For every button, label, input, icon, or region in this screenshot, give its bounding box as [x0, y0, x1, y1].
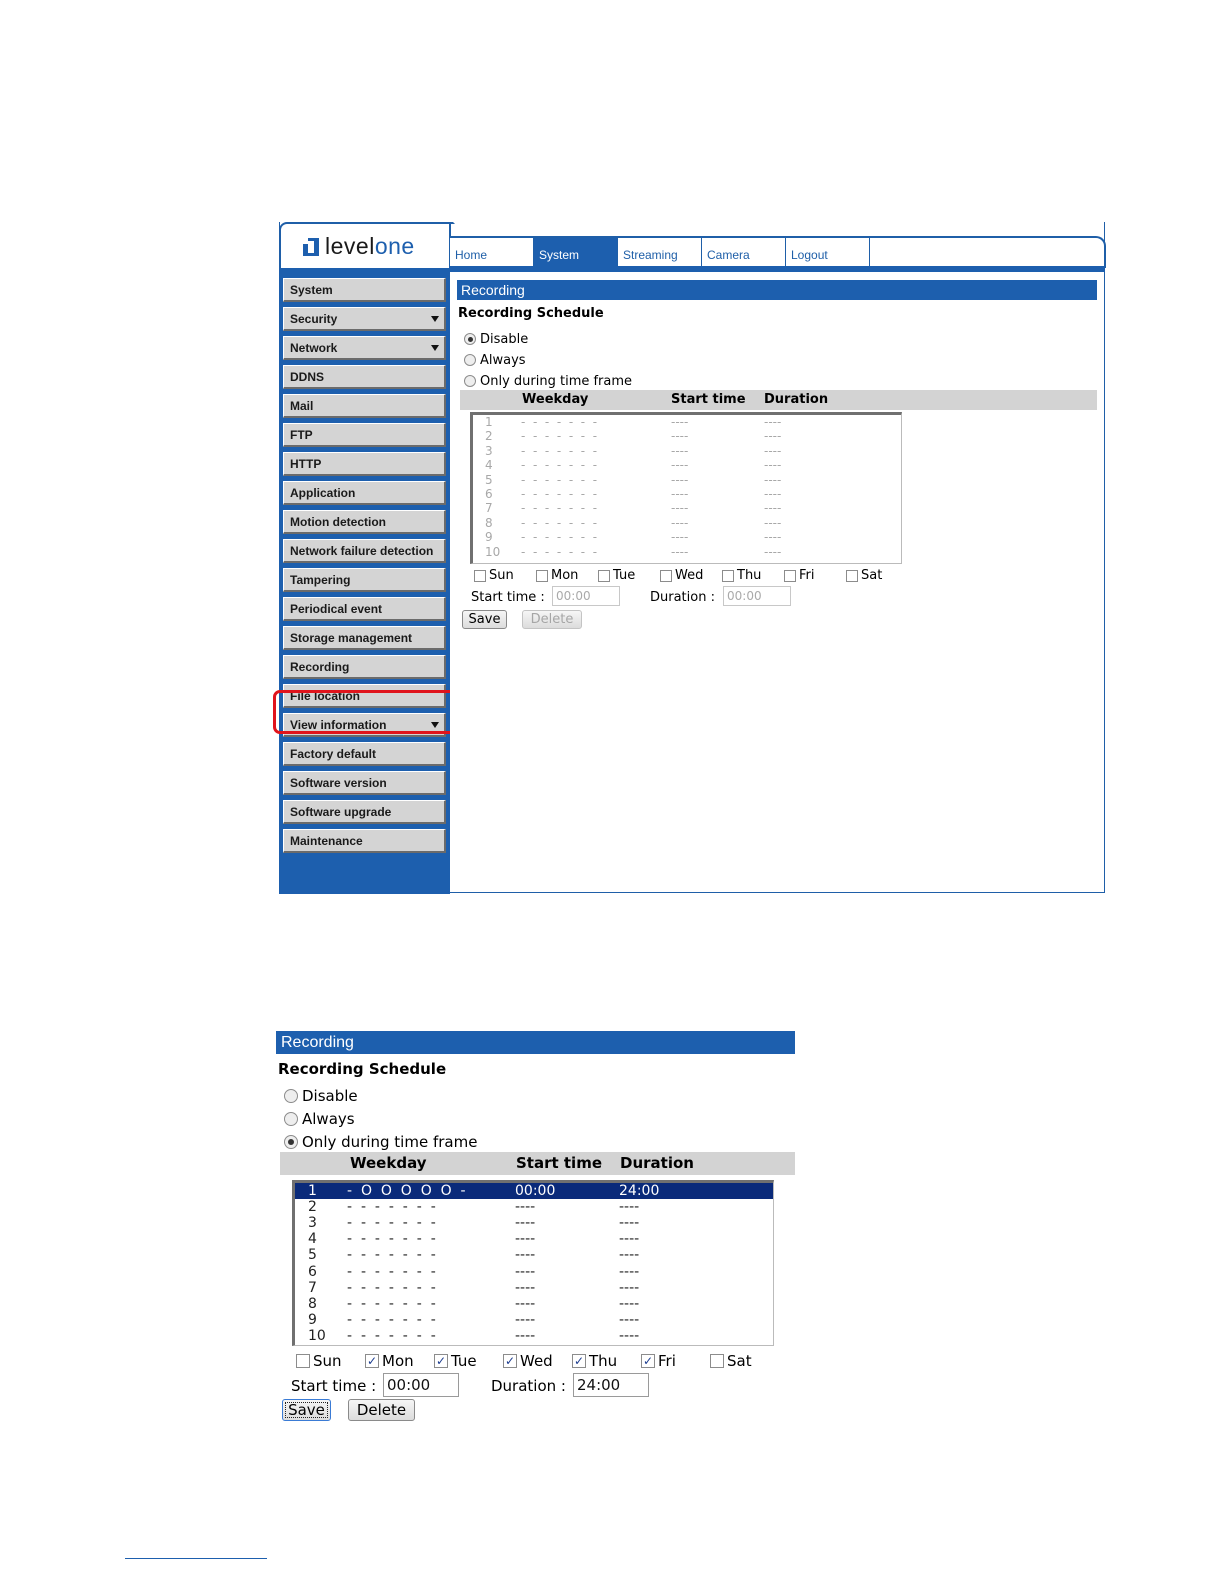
row-duration: ----: [619, 1199, 640, 1216]
row-n: 5: [485, 472, 493, 487]
radio-button[interactable]: [284, 1089, 298, 1103]
radio-label: Only during time frame: [302, 1133, 478, 1151]
row-n: 3: [485, 443, 493, 458]
panel-title: Recording: [457, 280, 1097, 300]
levelone-logo-icon: [303, 238, 319, 256]
row-n: 4: [308, 1231, 317, 1248]
schedule-row[interactable]: [473, 444, 901, 458]
column-header-start: Start time: [671, 392, 746, 407]
day-wed[interactable]: [660, 568, 722, 583]
schedule-table-header: [460, 390, 1097, 410]
row-duration: ----: [619, 1311, 640, 1328]
schedule-row[interactable]: [295, 1199, 773, 1215]
radio-label: Always: [302, 1110, 355, 1128]
day-thu[interactable]: [572, 1352, 641, 1370]
sidebar-item-motion-detection[interactable]: [283, 510, 446, 534]
sidebar-item-tampering[interactable]: [283, 568, 446, 592]
row-n: 3: [308, 1215, 317, 1232]
sidebar-item-label: Mail: [290, 399, 314, 413]
option-disable[interactable]: [284, 1086, 358, 1106]
day-sun[interactable]: [296, 1352, 365, 1370]
row-start: ----: [671, 487, 689, 501]
sidebar-item-recording[interactable]: [283, 655, 446, 679]
schedule-row[interactable]: [295, 1312, 773, 1328]
logo-text: [325, 233, 415, 260]
row-duration: ----: [764, 515, 782, 530]
checkbox-sat[interactable]: [846, 570, 858, 582]
sidebar-item-storage-management[interactable]: [283, 626, 446, 650]
sidebar-item-label: Motion detection: [290, 515, 386, 529]
row-n: 2: [308, 1199, 317, 1216]
schedule-row[interactable]: [295, 1296, 773, 1312]
row-days: - - - - - - -: [347, 1199, 436, 1216]
row-duration: ----: [764, 472, 782, 487]
checkbox-tue[interactable]: ✓: [435, 1354, 447, 1368]
sidebar-item-software-version[interactable]: [283, 771, 446, 795]
panel-title: Recording: [276, 1031, 795, 1054]
day-thu[interactable]: [722, 568, 784, 583]
logo-text-suffix: one: [374, 233, 415, 259]
day-label: Sun: [313, 1352, 342, 1370]
column-header-weekday: Weekday: [350, 1154, 427, 1172]
checkbox-mon[interactable]: [536, 570, 548, 582]
sidebar-item-label: Software upgrade: [290, 805, 392, 819]
schedule-row[interactable]: [473, 458, 901, 472]
row-start: ----: [515, 1311, 536, 1328]
row-n: 8: [308, 1295, 317, 1312]
row-duration: ----: [764, 443, 782, 458]
row-start: ----: [515, 1231, 536, 1248]
day-label: Fri: [799, 568, 815, 583]
tab-camera[interactable]: Camera: [702, 238, 786, 266]
schedule-row[interactable]: [295, 1280, 773, 1296]
day-sun[interactable]: [474, 568, 536, 583]
sidebar-item-label: System: [290, 283, 333, 297]
day-label: Mon: [382, 1352, 414, 1370]
row-start: ----: [671, 530, 689, 545]
sidebar-item-label: HTTP: [290, 457, 322, 471]
column-header-duration: Duration: [620, 1154, 694, 1172]
schedule-list[interactable]: [292, 1180, 774, 1346]
row-days: - - - - - - -: [521, 458, 598, 473]
sidebar-item-label: Factory default: [290, 747, 377, 761]
row-n: 10: [308, 1327, 326, 1344]
radio-button[interactable]: [464, 375, 476, 387]
column-header-weekday: Weekday: [522, 392, 589, 407]
option-always[interactable]: [464, 351, 526, 369]
camera-web-ui: [279, 222, 1105, 894]
row-n: 1: [485, 415, 493, 429]
footer-rule: [125, 1558, 267, 1559]
sidebar-item-label: Maintenance: [290, 834, 363, 848]
day-tue[interactable]: [598, 568, 660, 583]
column-header-start: Start time: [516, 1154, 603, 1172]
sidebar-item-software-upgrade[interactable]: [283, 800, 446, 824]
row-days: - - - - - - -: [347, 1231, 436, 1248]
row-duration: ----: [764, 458, 782, 473]
row-duration: ----: [764, 501, 782, 516]
weekday-checkboxes: [296, 1352, 779, 1370]
sidebar-item-http[interactable]: [283, 452, 446, 476]
schedule-row[interactable]: [473, 501, 901, 515]
day-label: Fri: [658, 1352, 676, 1370]
row-start: ----: [671, 515, 689, 530]
day-label: Tue: [613, 568, 636, 583]
row-days: - - - - - - -: [347, 1279, 436, 1296]
schedule-row[interactable]: [295, 1247, 773, 1263]
save-button[interactable]: Save: [282, 1399, 331, 1421]
row-duration: ----: [764, 530, 782, 545]
day-label: Sun: [489, 568, 514, 583]
row-n: 7: [308, 1279, 317, 1296]
radio-button[interactable]: [284, 1112, 298, 1126]
checkbox-fri[interactable]: ✓: [642, 1354, 654, 1368]
checkbox-tue[interactable]: [598, 570, 610, 582]
radio-label: Only during time frame: [480, 373, 633, 389]
row-duration: ----: [619, 1279, 640, 1296]
row-start: ----: [671, 443, 689, 458]
caret-down-icon: [431, 316, 439, 322]
day-label: Wed: [675, 568, 704, 583]
row-n: 4: [485, 458, 493, 473]
sidebar-item-system[interactable]: [283, 278, 446, 302]
day-fri[interactable]: [641, 1352, 710, 1370]
row-days: - - - - - - -: [521, 515, 598, 530]
row-days: - - - - - - -: [347, 1247, 436, 1264]
start-time-input[interactable]: 00:00: [552, 586, 620, 606]
day-tue[interactable]: [434, 1352, 503, 1370]
radio-button[interactable]: [464, 354, 476, 366]
duration-label: Duration :: [650, 590, 715, 605]
checkbox-mon[interactable]: ✓: [366, 1354, 378, 1368]
row-days: - - - - - - -: [521, 415, 598, 429]
tab-streaming[interactable]: Streaming: [618, 238, 702, 266]
schedule-row[interactable]: [473, 487, 901, 501]
sidebar-item-label: Storage management: [290, 631, 413, 645]
radio-label: Always: [480, 352, 526, 368]
day-label: Sat: [727, 1352, 752, 1370]
sidebar-item-label: Network failure detection: [290, 544, 434, 558]
start-time-label: Start time :: [471, 590, 545, 605]
sidebar: [279, 266, 450, 894]
row-start: ----: [515, 1279, 536, 1296]
recording-schedule-title: Recording Schedule: [278, 1060, 447, 1078]
row-n: 2: [485, 429, 493, 444]
tab-home[interactable]: Home: [450, 238, 534, 266]
day-fri[interactable]: [784, 568, 846, 583]
tab-logout[interactable]: Logout: [786, 238, 870, 266]
row-start: ----: [515, 1247, 536, 1264]
row-duration: ----: [764, 415, 782, 429]
sidebar-item-label: Tampering: [290, 573, 351, 587]
start-time-input[interactable]: 00:00: [383, 1373, 459, 1397]
schedule-row[interactable]: [473, 545, 901, 559]
row-duration: ----: [619, 1327, 640, 1344]
row-n: 9: [485, 530, 493, 545]
row-n: 8: [485, 515, 493, 530]
sidebar-item-maintenance[interactable]: [283, 829, 446, 853]
sidebar-item-application[interactable]: [283, 481, 446, 505]
delete-button[interactable]: Delete: [522, 610, 582, 629]
checkbox-fri[interactable]: [784, 570, 796, 582]
sidebar-item-ftp[interactable]: [283, 423, 446, 447]
day-label: Wed: [520, 1352, 553, 1370]
tab-system[interactable]: System: [534, 238, 618, 266]
sidebar-item-label: DDNS: [290, 370, 325, 384]
row-n: 6: [485, 487, 493, 501]
row-duration: ----: [764, 487, 782, 501]
sidebar-item-label: FTP: [290, 428, 313, 442]
row-days: - - - - - - -: [347, 1327, 436, 1344]
day-label: Sat: [861, 568, 883, 583]
row-days: - - - - - - -: [347, 1295, 436, 1312]
sidebar-item-label: View information: [290, 718, 387, 732]
schedule-row[interactable]: [473, 415, 901, 429]
duration-input[interactable]: 00:00: [723, 586, 791, 606]
day-label: Mon: [551, 568, 579, 583]
row-n: 9: [308, 1311, 317, 1328]
row-n: 1: [308, 1183, 317, 1199]
schedule-row[interactable]: [473, 516, 901, 530]
schedule-row[interactable]: [295, 1231, 773, 1247]
day-wed[interactable]: [503, 1352, 572, 1370]
schedule-row[interactable]: [473, 473, 901, 487]
row-start: ----: [515, 1215, 536, 1232]
day-sat[interactable]: [846, 568, 908, 583]
row-duration: ----: [619, 1295, 640, 1312]
weekday-checkboxes: [474, 568, 908, 583]
row-duration: 24:00: [619, 1183, 660, 1199]
checkbox-wed[interactable]: ✓: [504, 1354, 516, 1368]
row-duration: ----: [619, 1247, 640, 1264]
row-days: - - - - - - -: [347, 1263, 436, 1280]
row-start: ----: [515, 1263, 536, 1280]
row-start: ----: [671, 415, 689, 429]
day-label: Tue: [451, 1352, 477, 1370]
caret-down-icon: [431, 345, 439, 351]
sidebar-item-network[interactable]: [283, 336, 446, 360]
radio-button[interactable]: [284, 1135, 298, 1149]
row-start: ----: [515, 1327, 536, 1344]
row-days: - - - - - - -: [521, 530, 598, 545]
radio-label: Disable: [480, 331, 529, 347]
radio-label: Disable: [302, 1087, 358, 1105]
sidebar-item-periodical-event[interactable]: [283, 597, 446, 621]
sidebar-item-label: Network: [290, 341, 338, 355]
option-only-during-time-frame[interactable]: [284, 1132, 477, 1152]
row-days: - - - - - - -: [521, 501, 598, 516]
schedule-row[interactable]: [295, 1328, 773, 1344]
checkbox-sun[interactable]: [296, 1354, 310, 1368]
row-days: - - - - - - -: [521, 487, 598, 501]
row-start: ----: [671, 458, 689, 473]
row-days: - - - - - - -: [521, 544, 598, 559]
day-mon[interactable]: [536, 568, 598, 583]
row-start: ----: [671, 544, 689, 559]
row-duration: ----: [764, 544, 782, 559]
day-label: Thu: [737, 568, 762, 583]
schedule-row[interactable]: [295, 1215, 773, 1231]
option-only-during-time-frame[interactable]: [464, 372, 632, 390]
row-n: 7: [485, 501, 493, 516]
day-mon[interactable]: [365, 1352, 434, 1370]
checkbox-thu[interactable]: ✓: [573, 1354, 585, 1368]
row-days: - - - - - - -: [347, 1311, 436, 1328]
row-days: - - - - - - -: [521, 443, 598, 458]
sidebar-item-ddns[interactable]: [283, 365, 446, 389]
sidebar-item-mail[interactable]: [283, 394, 446, 418]
day-sat[interactable]: [710, 1352, 779, 1370]
row-start: ----: [671, 472, 689, 487]
row-duration: ----: [619, 1263, 640, 1280]
recording-highlight-box: [273, 690, 457, 734]
checkbox-sun[interactable]: [474, 570, 486, 582]
sidebar-item-label: Software version: [290, 776, 387, 790]
logo-text-prefix: level: [325, 233, 375, 259]
day-label: Thu: [589, 1352, 618, 1370]
sidebar-item-network-failure-detection[interactable]: [283, 539, 446, 563]
row-start: 00:00: [515, 1183, 556, 1199]
schedule-row[interactable]: [295, 1183, 773, 1199]
sidebar-item-label: Application: [290, 486, 356, 500]
top-nav: [450, 238, 870, 266]
schedule-row[interactable]: [473, 429, 901, 443]
checkbox-thu[interactable]: [722, 570, 734, 582]
schedule-row[interactable]: [295, 1264, 773, 1280]
row-n: 6: [308, 1263, 317, 1280]
row-days: - O O O O O -: [347, 1183, 466, 1199]
row-days: - - - - - - -: [521, 472, 598, 487]
sidebar-item-security[interactable]: [283, 307, 446, 331]
column-header-duration: Duration: [764, 392, 829, 407]
duration-input[interactable]: 24:00: [573, 1373, 649, 1397]
row-duration: ----: [619, 1231, 640, 1248]
schedule-list[interactable]: [470, 412, 902, 564]
logo: [279, 222, 451, 268]
checkbox-sat[interactable]: [710, 1354, 724, 1368]
schedule-row[interactable]: [473, 530, 901, 544]
checkbox-wed[interactable]: [660, 570, 672, 582]
option-disable[interactable]: [464, 330, 528, 348]
start-time-label: Start time :: [291, 1377, 377, 1395]
sidebar-item-label: File location: [290, 689, 361, 703]
duration-label: Duration :: [491, 1377, 566, 1395]
delete-button[interactable]: Delete: [348, 1399, 415, 1421]
row-duration: ----: [764, 429, 782, 444]
option-always[interactable]: [284, 1109, 355, 1129]
row-n: 10: [485, 544, 501, 559]
row-duration: ----: [619, 1215, 640, 1232]
row-days: - - - - - - -: [521, 429, 598, 444]
sidebar-item-label: Periodical event: [290, 602, 383, 616]
content-area: [450, 272, 1102, 892]
radio-button[interactable]: [464, 333, 476, 345]
schedule-table-header: [280, 1152, 795, 1175]
row-start: ----: [515, 1199, 536, 1216]
row-days: - - - - - - -: [347, 1215, 436, 1232]
row-start: ----: [515, 1295, 536, 1312]
save-button[interactable]: Save: [462, 610, 507, 629]
row-start: ----: [671, 429, 689, 444]
sidebar-item-label: Security: [290, 312, 338, 326]
recording-panel-2: [276, 1031, 796, 1431]
sidebar-item-label: Recording: [290, 660, 350, 674]
sidebar-item-factory-default[interactable]: [283, 742, 446, 766]
recording-schedule-title: Recording Schedule: [458, 306, 604, 321]
row-start: ----: [671, 501, 689, 516]
row-n: 5: [308, 1247, 317, 1264]
